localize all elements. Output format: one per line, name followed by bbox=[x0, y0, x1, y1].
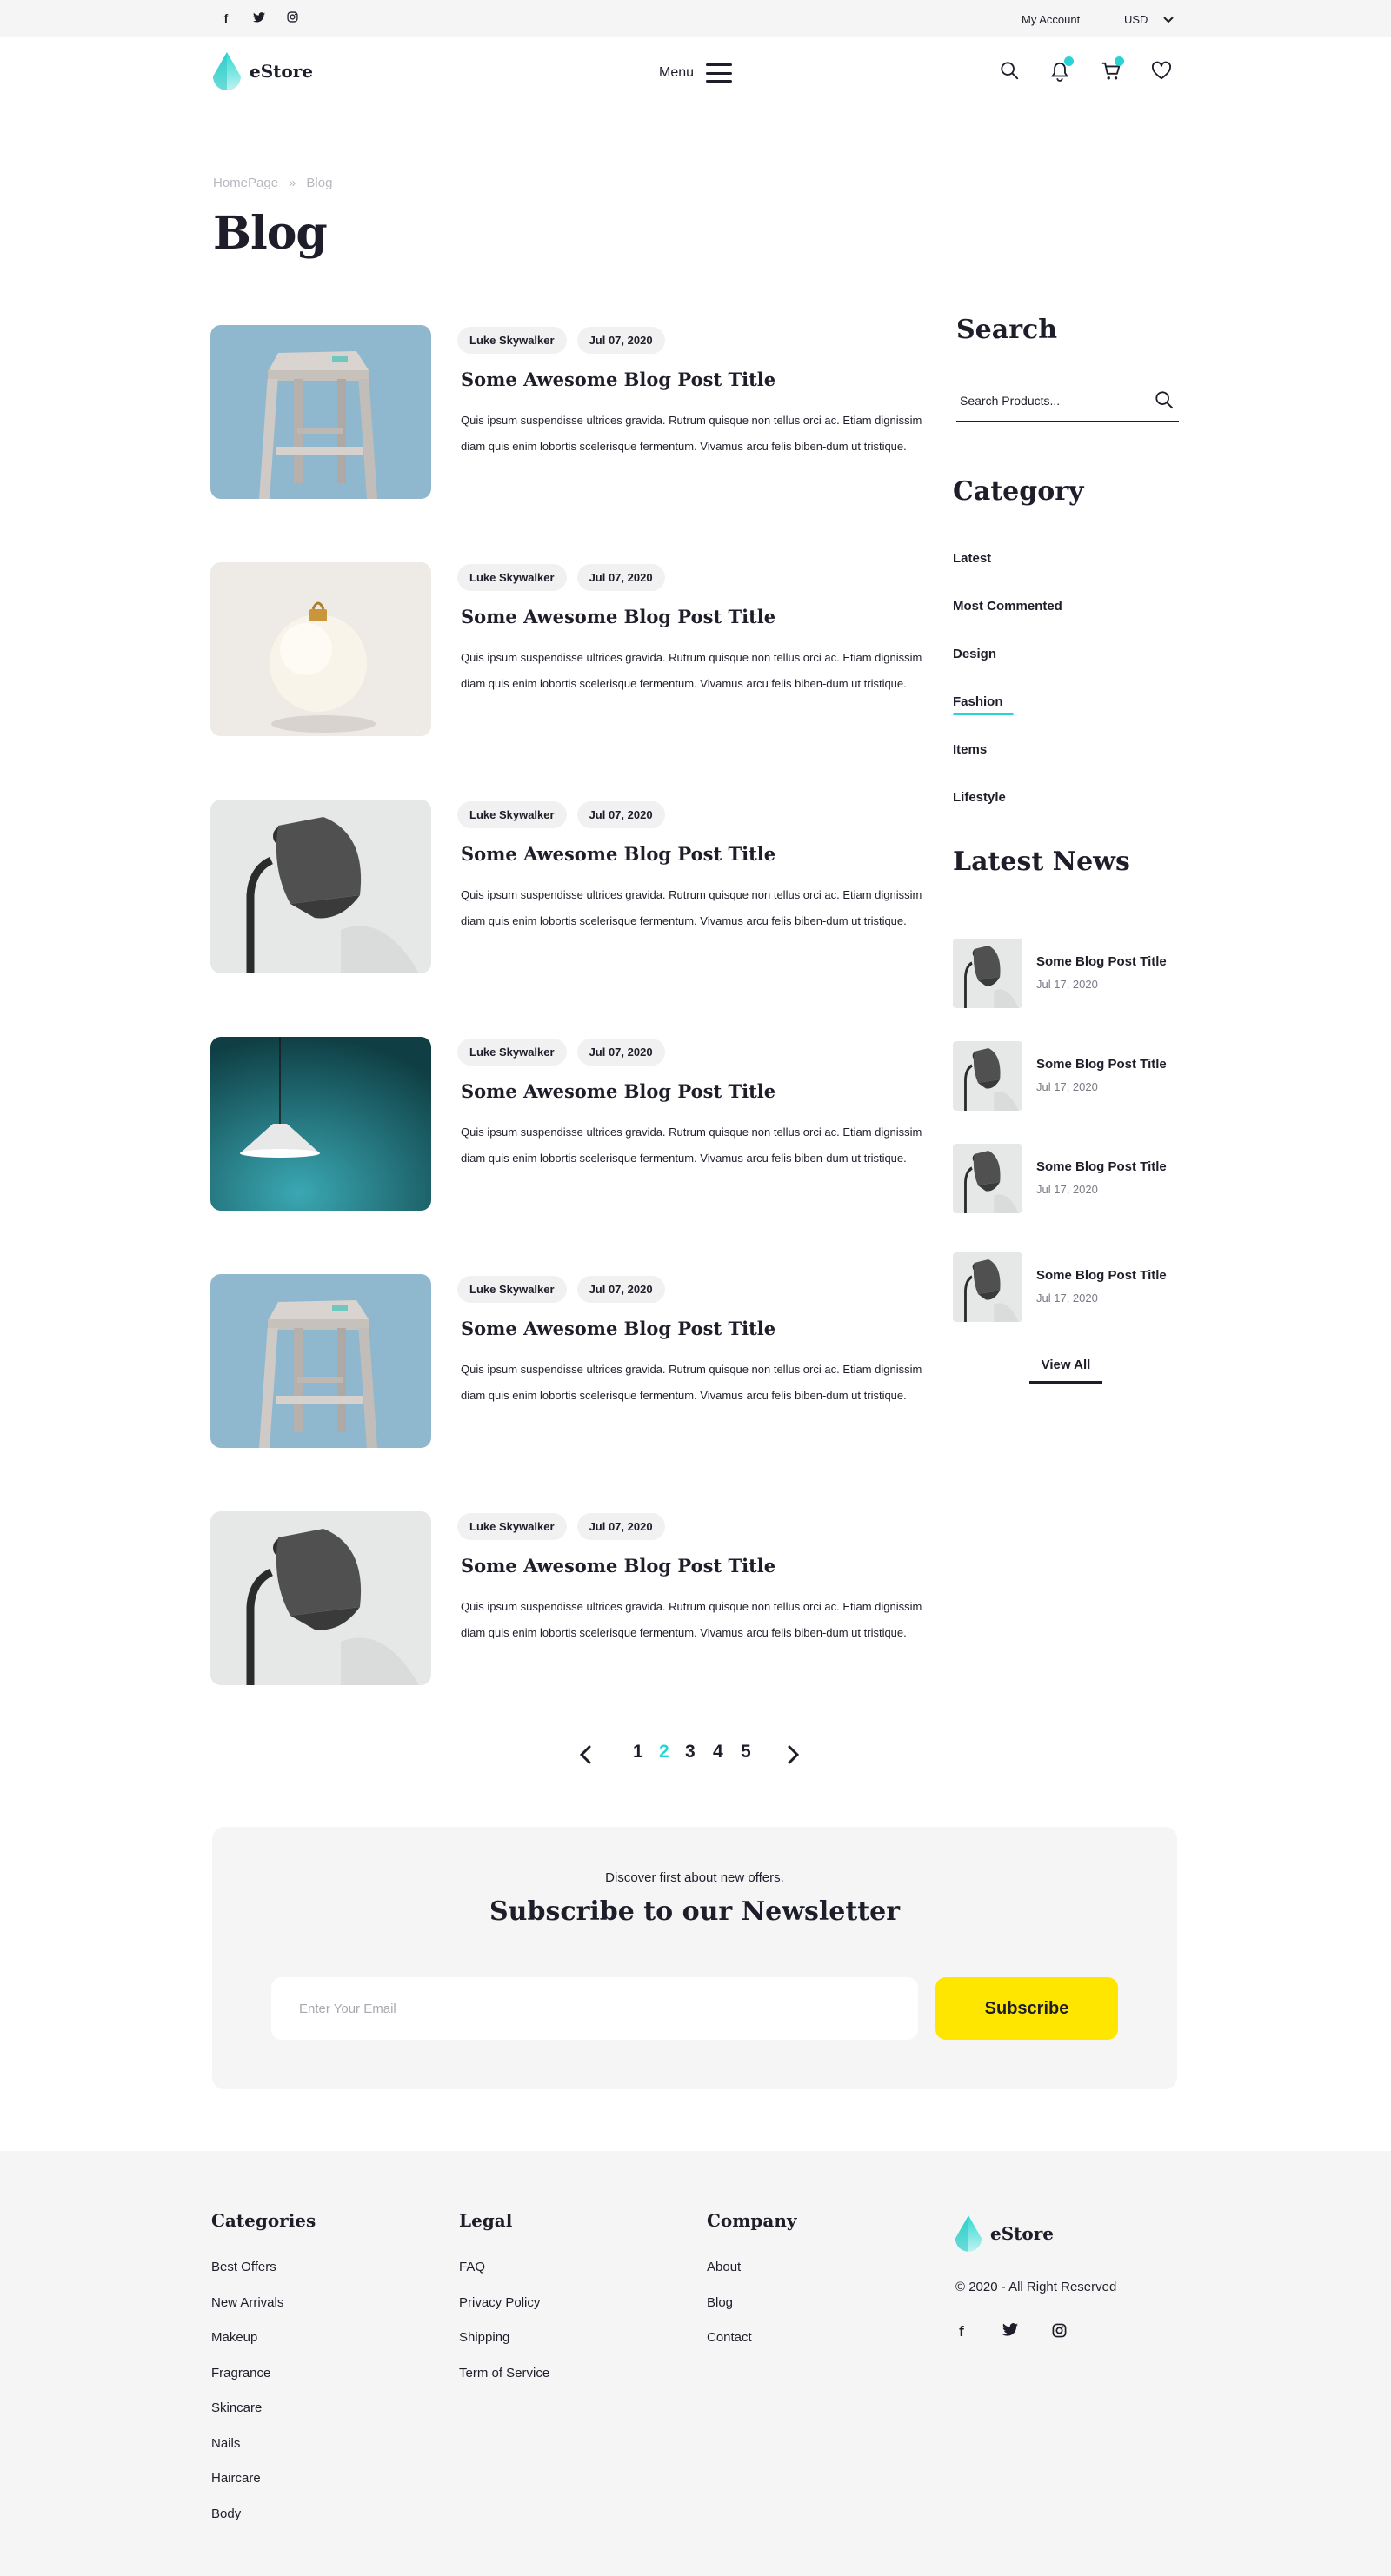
category-link[interactable]: Fashion bbox=[953, 694, 1003, 709]
pagination bbox=[574, 1742, 800, 1768]
post-thumbnail[interactable] bbox=[210, 1511, 431, 1685]
notification-bell-icon[interactable] bbox=[1050, 61, 1071, 82]
my-account-link[interactable]: My Account bbox=[1022, 13, 1081, 26]
footer-link[interactable]: FAQ bbox=[459, 2260, 486, 2274]
post-excerpt: Quis ipsum suspendisse ultrices gravida. Rutrum quisque non tellus orci ac. Etiam dignissim diam quis enim lobortis scelerisque fermentum. Vivamus arcu felis biben-dum ut tristique. bbox=[461, 651, 922, 690]
page-number[interactable]: 2 bbox=[659, 1742, 669, 1762]
logo-text: eStore bbox=[250, 61, 314, 82]
author-tag[interactable]: Luke Skywalker bbox=[457, 801, 567, 828]
news-item[interactable] bbox=[953, 1144, 1188, 1213]
news-title[interactable]: Some Blog Post Title bbox=[1036, 1159, 1167, 1174]
footer-link[interactable]: Skincare bbox=[211, 2400, 263, 2415]
newsletter-panel bbox=[212, 1827, 1177, 2089]
blog-post-card[interactable] bbox=[210, 325, 932, 499]
heart-icon[interactable] bbox=[1151, 61, 1172, 82]
footer-link[interactable]: Contact bbox=[707, 2330, 752, 2345]
footer-column-heading: Company bbox=[707, 2210, 797, 2231]
chevron-left-icon[interactable] bbox=[579, 1745, 591, 1764]
news-thumbnail[interactable] bbox=[953, 1144, 1022, 1213]
date-tag: Jul 07, 2020 bbox=[577, 1039, 665, 1066]
newsletter-heading: Subscribe to our Newsletter bbox=[489, 1896, 901, 1927]
footer-logo-text: eStore bbox=[990, 2223, 1055, 2244]
category-link[interactable]: Design bbox=[953, 647, 997, 661]
news-thumbnail[interactable] bbox=[953, 939, 1022, 1008]
chevron-right-icon[interactable] bbox=[788, 1745, 800, 1764]
email-input[interactable] bbox=[271, 1977, 918, 2040]
footer-link[interactable]: New Arrivals bbox=[211, 2294, 284, 2310]
post-excerpt: Quis ipsum suspendisse ultrices gravida. Rutrum quisque non tellus orci ac. Etiam dignissim diam quis enim lobortis scelerisque fermentum. Vivamus arcu felis biben-dum ut tristique. bbox=[461, 414, 922, 453]
blog-post-card[interactable] bbox=[210, 562, 932, 736]
post-meta bbox=[457, 1513, 665, 1540]
news-thumbnail[interactable] bbox=[953, 1041, 1022, 1111]
footer-link[interactable]: About bbox=[707, 2260, 742, 2274]
date-tag: Jul 07, 2020 bbox=[577, 327, 665, 354]
twitter-icon[interactable] bbox=[252, 11, 266, 25]
blog-post-card[interactable] bbox=[210, 1274, 932, 1448]
footer-link[interactable]: Blog bbox=[707, 2294, 734, 2310]
notification-dot bbox=[1064, 56, 1074, 66]
page-number[interactable]: 5 bbox=[741, 1742, 751, 1762]
category-link[interactable]: Most Commented bbox=[953, 599, 1062, 614]
post-excerpt: Quis ipsum suspendisse ultrices gravida. Rutrum quisque non tellus orci ac. Etiam dignissim diam quis enim lobortis scelerisque fermentum. Vivamus arcu felis biben-dum ut tristique. bbox=[461, 1363, 922, 1402]
news-item[interactable] bbox=[953, 1252, 1188, 1322]
logo[interactable] bbox=[211, 50, 313, 92]
category-heading: Category bbox=[953, 476, 1084, 507]
blog-post-card[interactable] bbox=[210, 800, 932, 973]
news-item[interactable] bbox=[953, 1041, 1188, 1111]
post-title[interactable]: Some Awesome Blog Post Title bbox=[461, 368, 776, 390]
post-meta bbox=[457, 1039, 665, 1066]
author-tag[interactable]: Luke Skywalker bbox=[457, 1039, 567, 1066]
page-number[interactable]: 3 bbox=[685, 1742, 696, 1762]
breadcrumb-separator: » bbox=[289, 176, 296, 190]
top-bar bbox=[0, 0, 1391, 37]
post-meta bbox=[457, 327, 665, 354]
search-input[interactable] bbox=[960, 388, 1142, 414]
breadcrumb bbox=[213, 176, 332, 190]
twitter-icon[interactable] bbox=[1002, 2323, 1019, 2342]
footer-link[interactable]: Nails bbox=[211, 2435, 241, 2451]
copyright: © 2020 - All Right Reserved bbox=[955, 2280, 1117, 2294]
hamburger-icon bbox=[706, 63, 732, 83]
footer-link[interactable]: Shipping bbox=[459, 2330, 510, 2345]
page-number[interactable]: 1 bbox=[633, 1742, 643, 1762]
date-tag: Jul 07, 2020 bbox=[577, 564, 665, 591]
logo-drop-icon bbox=[954, 2214, 983, 2254]
currency-label: USD bbox=[1124, 13, 1148, 26]
post-thumbnail[interactable] bbox=[210, 1037, 431, 1211]
author-tag[interactable]: Luke Skywalker bbox=[457, 327, 567, 354]
footer-link[interactable]: Best Offers bbox=[211, 2260, 276, 2274]
news-date: Jul 17, 2020 bbox=[1036, 1291, 1098, 1305]
blog-post-card[interactable] bbox=[210, 1037, 932, 1211]
newsletter-pre-text: Discover first about new offers. bbox=[605, 1870, 784, 1885]
author-tag[interactable]: Luke Skywalker bbox=[457, 1513, 567, 1540]
footer-social-links bbox=[953, 2323, 1068, 2342]
footer-column-heading: Categories bbox=[211, 2210, 316, 2231]
footer-logo[interactable] bbox=[954, 2214, 1054, 2254]
search-heading: Search bbox=[956, 315, 1058, 345]
latest-news-heading: Latest News bbox=[953, 846, 1130, 877]
news-date: Jul 17, 2020 bbox=[1036, 1080, 1098, 1093]
post-excerpt: Quis ipsum suspendisse ultrices gravida. Rutrum quisque non tellus orci ac. Etiam dignissim diam quis enim lobortis scelerisque fermentum. Vivamus arcu felis biben-dum ut tristique. bbox=[461, 888, 922, 927]
footer-link[interactable]: Makeup bbox=[211, 2330, 258, 2345]
post-title[interactable]: Some Awesome Blog Post Title bbox=[461, 843, 776, 865]
post-thumbnail[interactable] bbox=[210, 325, 431, 499]
chevron-down-icon bbox=[1163, 17, 1174, 23]
footer-link[interactable]: Body bbox=[211, 2506, 242, 2521]
footer-link[interactable]: Haircare bbox=[211, 2471, 261, 2486]
footer-link[interactable]: Fragrance bbox=[211, 2365, 271, 2380]
post-title[interactable]: Some Awesome Blog Post Title bbox=[461, 606, 776, 627]
date-tag: Jul 07, 2020 bbox=[577, 1276, 665, 1303]
breadcrumb-home[interactable]: HomePage bbox=[213, 176, 279, 190]
date-tag: Jul 07, 2020 bbox=[577, 801, 665, 828]
page-number[interactable]: 4 bbox=[713, 1742, 723, 1762]
post-title[interactable]: Some Awesome Blog Post Title bbox=[461, 1318, 776, 1339]
site-header bbox=[0, 37, 1391, 111]
menu-label: Menu bbox=[659, 65, 695, 80]
post-thumbnail[interactable] bbox=[210, 1274, 431, 1448]
news-item[interactable] bbox=[953, 939, 1188, 1008]
search-box bbox=[956, 379, 1179, 422]
instagram-icon[interactable] bbox=[285, 11, 299, 25]
post-excerpt: Quis ipsum suspendisse ultrices gravida. Rutrum quisque non tellus orci ac. Etiam dignissim diam quis enim lobortis scelerisque fermentum. Vivamus arcu felis biben-dum ut tristique. bbox=[461, 1600, 922, 1639]
search-icon[interactable] bbox=[1000, 61, 1021, 82]
category-link[interactable]: Items bbox=[953, 742, 988, 757]
news-title[interactable]: Some Blog Post Title bbox=[1036, 954, 1167, 969]
post-meta bbox=[457, 1276, 665, 1303]
currency-selector[interactable] bbox=[1124, 13, 1174, 26]
header-actions bbox=[1000, 61, 1172, 82]
post-meta bbox=[457, 564, 665, 591]
post-thumbnail[interactable] bbox=[210, 562, 431, 736]
logo-drop-icon bbox=[211, 50, 243, 92]
footer-link[interactable]: Term of Service bbox=[459, 2365, 550, 2380]
instagram-icon[interactable] bbox=[1050, 2323, 1068, 2342]
subscribe-button[interactable]: Subscribe bbox=[935, 1977, 1118, 2040]
footer-link[interactable]: Privacy Policy bbox=[459, 2294, 541, 2310]
category-link[interactable]: Latest bbox=[953, 551, 992, 566]
search-icon[interactable] bbox=[1155, 390, 1174, 409]
footer bbox=[0, 2151, 1391, 2576]
author-tag[interactable]: Luke Skywalker bbox=[457, 1276, 567, 1303]
news-title[interactable]: Some Blog Post Title bbox=[1036, 1057, 1167, 1072]
post-excerpt: Quis ipsum suspendisse ultrices gravida. Rutrum quisque non tellus orci ac. Etiam dignissim diam quis enim lobortis scelerisque fermentum. Vivamus arcu felis biben-dum ut tristique. bbox=[461, 1125, 922, 1165]
footer-column-heading: Legal bbox=[459, 2210, 513, 2231]
top-social-links bbox=[219, 11, 299, 25]
view-all-link[interactable]: View All bbox=[1029, 1358, 1102, 1384]
post-title[interactable]: Some Awesome Blog Post Title bbox=[461, 1080, 776, 1102]
date-tag: Jul 07, 2020 bbox=[577, 1513, 665, 1540]
facebook-icon[interactable]: f bbox=[959, 2323, 964, 2340]
news-date: Jul 17, 2020 bbox=[1036, 1183, 1098, 1196]
news-title[interactable]: Some Blog Post Title bbox=[1036, 1268, 1167, 1283]
menu-button[interactable] bbox=[659, 63, 732, 83]
author-tag[interactable]: Luke Skywalker bbox=[457, 564, 567, 591]
post-title[interactable]: Some Awesome Blog Post Title bbox=[461, 1555, 776, 1577]
news-date: Jul 17, 2020 bbox=[1036, 978, 1098, 991]
post-thumbnail[interactable] bbox=[210, 800, 431, 973]
blog-post-card[interactable] bbox=[210, 1511, 932, 1685]
post-meta bbox=[457, 801, 665, 828]
category-link[interactable]: Lifestyle bbox=[953, 790, 1006, 805]
page-title: Blog bbox=[213, 207, 327, 260]
news-thumbnail[interactable] bbox=[953, 1252, 1022, 1322]
cart-icon[interactable] bbox=[1101, 61, 1121, 82]
breadcrumb-current: Blog bbox=[306, 176, 333, 190]
facebook-icon[interactable]: f bbox=[223, 11, 229, 25]
cart-dot bbox=[1115, 56, 1124, 66]
